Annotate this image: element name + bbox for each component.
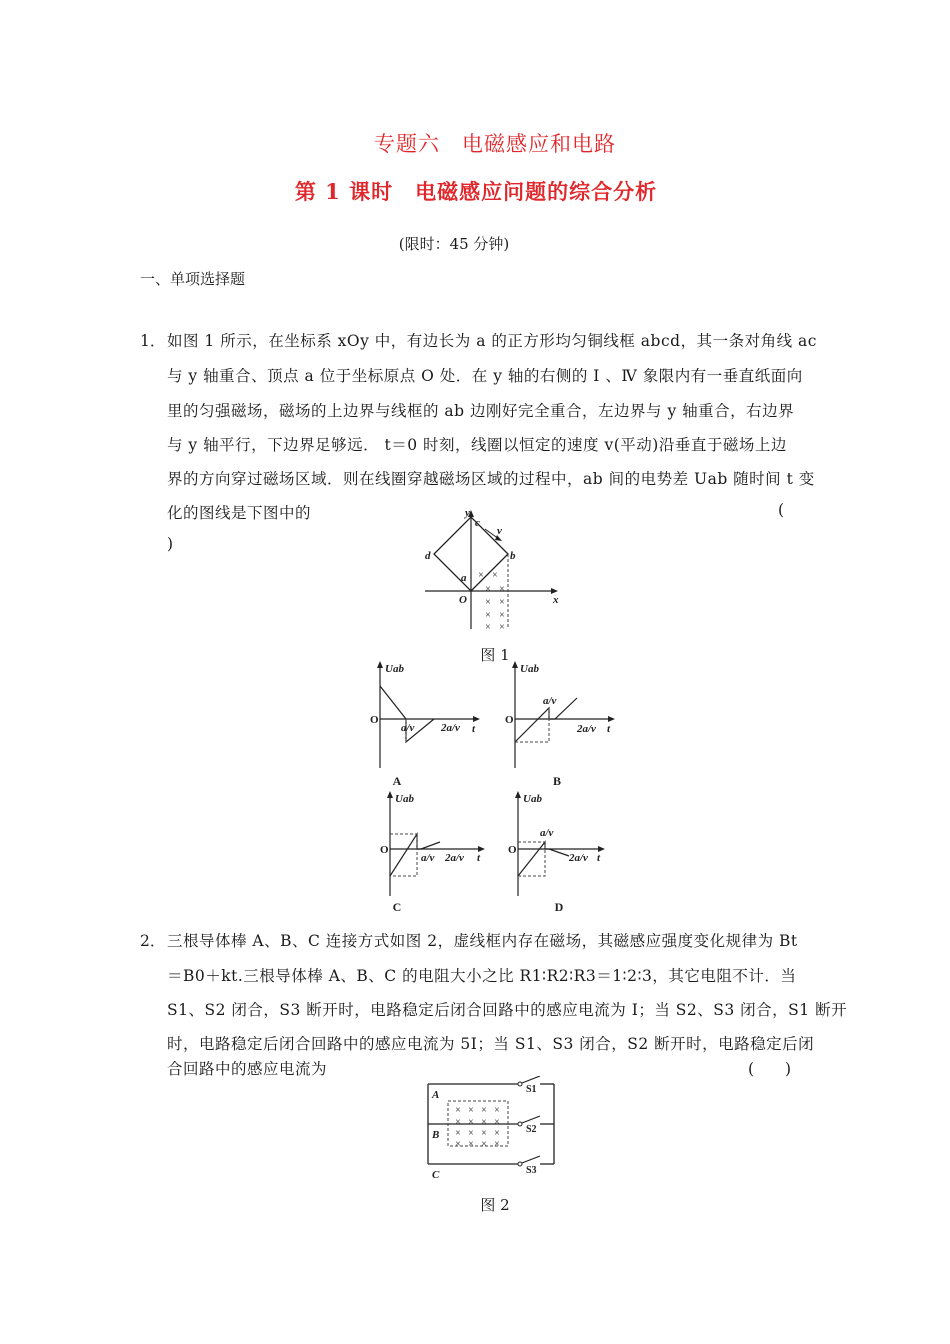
- svg-text:×: ×: [499, 584, 505, 595]
- svg-text:×: ×: [494, 1105, 500, 1116]
- svg-text:×: ×: [499, 610, 505, 621]
- label-a: a: [461, 572, 467, 584]
- rod-a-label: A: [432, 1089, 440, 1101]
- option-c-t1: a/v: [421, 852, 435, 864]
- question-2-number: 2．: [140, 932, 166, 950]
- svg-text:×: ×: [455, 1128, 461, 1139]
- svg-text:×: ×: [494, 1128, 500, 1139]
- svg-text:×: ×: [455, 1105, 461, 1116]
- option-a-origin: O: [370, 714, 379, 726]
- figure-2-circuit: [420, 1076, 570, 1184]
- label-y: y: [465, 507, 470, 519]
- option-d-t2: 2a/v: [569, 852, 588, 864]
- option-c-letter: C: [392, 900, 402, 914]
- options-graphs: [355, 658, 625, 918]
- svg-text:×: ×: [485, 622, 491, 633]
- question-2-line: ＝B0＋kt.三根导体棒 A、B、C 的电阻大小之比 R1∶R2∶R3＝1∶2∶3，其它电阻不计．当: [167, 967, 797, 985]
- rod-b-label: B: [432, 1129, 440, 1141]
- svg-text:×: ×: [499, 597, 505, 608]
- switch-s3-label: S3: [526, 1165, 537, 1176]
- option-b-origin: O: [505, 714, 514, 726]
- svg-text:×: ×: [481, 1139, 487, 1150]
- option-d-letter: D: [554, 900, 564, 914]
- option-b-letter: B: [552, 774, 562, 788]
- svg-text:×: ×: [481, 1105, 487, 1116]
- question-1-line: 里的匀强磁场，磁场的上边界与线框的 ab 边刚好完全重合，左边界与 y 轴重合，右边界: [167, 402, 795, 420]
- option-d-t1: a/v: [540, 827, 554, 839]
- svg-text:×: ×: [481, 1117, 487, 1128]
- question-2-line: 时，电路稳定后闭合回路中的感应电流为 5I；当 S1、S3 闭合，S2 断开时，电路稳定后闭: [167, 1035, 815, 1053]
- question-2-line: 合回路中的感应电流为: [167, 1060, 328, 1078]
- question-1-number: 1．: [140, 332, 166, 350]
- answer-paren: ( ): [748, 1060, 792, 1078]
- svg-text:×: ×: [494, 1139, 500, 1150]
- answer-paren-open: (: [778, 501, 785, 519]
- lesson-title: 第 1 课时 电磁感应问题的综合分析: [294, 179, 658, 204]
- question-1-line: 界的方向穿过磁场区域．则在线圈穿越磁场区域的过程中，ab 间的电势差 Uab 随时间 t 变: [167, 470, 815, 488]
- figure-1-caption: 图 1: [480, 646, 510, 664]
- label-c: c: [475, 517, 480, 529]
- svg-text:×: ×: [492, 570, 498, 581]
- section-heading: 一、单项选择题: [140, 270, 246, 288]
- svg-text:×: ×: [481, 1128, 487, 1139]
- figure-2-caption: 图 2: [480, 1196, 510, 1214]
- question-1-line: 如图 1 所示，在坐标系 xOy 中，有边长为 a 的正方形均匀铜线框 abcd，其一条对角线 ac: [167, 332, 817, 350]
- svg-text:×: ×: [485, 610, 491, 621]
- option-c-t2: 2a/v: [445, 852, 464, 864]
- option-b-ylabel: Uab: [520, 663, 539, 675]
- option-c-ylabel: Uab: [395, 793, 414, 805]
- question-1-line: 与 y 轴重合、顶点 a 位于坐标原点 O 处．在 y 轴的右侧的 Ⅰ 、Ⅳ 象限内有一垂直纸面向: [167, 367, 803, 385]
- label-v: v: [497, 525, 502, 537]
- question-1-line: 与 y 轴平行，下边界足够远． t＝0 时刻，线圈以恒定的速度 v(平动)沿垂直于磁场上边: [167, 436, 787, 454]
- question-2-line: 三根导体棒 A、B、C 连接方式如图 2，虚线框内存在磁场，其磁感应强度变化规律为 Bt: [167, 932, 798, 950]
- label-origin: O: [459, 594, 467, 606]
- option-a-t2: 2a/v: [441, 722, 460, 734]
- option-d-origin: O: [508, 844, 517, 856]
- time-limit: (限时：45 分钟): [398, 235, 510, 253]
- label-b: b: [510, 550, 516, 562]
- question-2-line: S1、S2 闭合，S3 断开时，电路稳定后闭合回路中的感应电流为 I；当 S2、S3 闭合，S1 断开: [167, 1001, 848, 1019]
- svg-text:×: ×: [485, 597, 491, 608]
- label-d: d: [425, 550, 431, 562]
- option-c-origin: O: [380, 844, 389, 856]
- option-b-xlabel: t: [607, 723, 611, 735]
- option-a-ylabel: Uab: [385, 663, 404, 675]
- option-a-xlabel: t: [472, 723, 476, 735]
- switch-s1-label: S1: [526, 1084, 537, 1095]
- svg-text:×: ×: [494, 1117, 500, 1128]
- svg-text:×: ×: [499, 622, 505, 633]
- option-d-xlabel: t: [597, 852, 601, 864]
- topic-title: 专题六 电磁感应和电路: [374, 132, 616, 156]
- option-c-xlabel: t: [477, 852, 481, 864]
- svg-text:×: ×: [455, 1139, 461, 1150]
- question-1-line: 化的图线是下图中的: [167, 504, 312, 522]
- switch-s2-label: S2: [526, 1124, 537, 1135]
- svg-text:×: ×: [478, 570, 484, 581]
- rod-c-label: C: [432, 1169, 440, 1181]
- option-d-ylabel: Uab: [523, 793, 542, 805]
- svg-text:×: ×: [468, 1139, 474, 1150]
- label-x: x: [553, 594, 559, 606]
- figure-1-diagram: [425, 505, 565, 633]
- option-b-t2: 2a/v: [577, 723, 596, 735]
- option-a-letter: A: [392, 774, 402, 788]
- svg-text:×: ×: [468, 1117, 474, 1128]
- svg-text:×: ×: [468, 1128, 474, 1139]
- svg-text:×: ×: [468, 1105, 474, 1116]
- answer-paren-close: ): [167, 535, 174, 553]
- svg-text:×: ×: [455, 1117, 461, 1128]
- option-b-t1: a/v: [543, 695, 557, 707]
- option-a-t1: a/v: [401, 722, 415, 734]
- svg-text:×: ×: [485, 584, 491, 595]
